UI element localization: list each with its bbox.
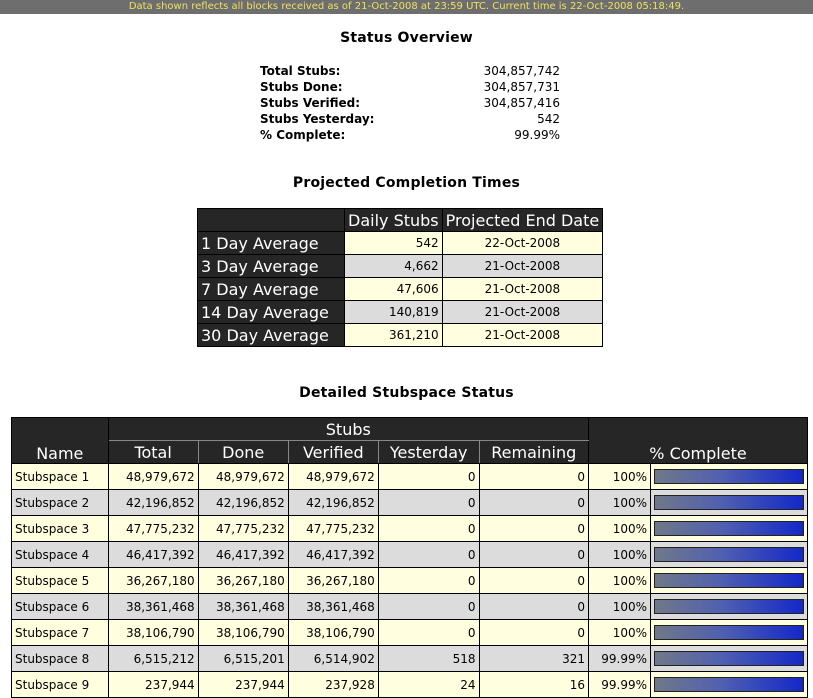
table-row bbox=[198, 324, 603, 347]
remaining-cell: 321 bbox=[479, 646, 588, 672]
table-row bbox=[198, 301, 603, 324]
done-cell: 38,106,790 bbox=[198, 620, 288, 646]
end-date-cell: 22-Oct-2008 bbox=[442, 232, 603, 255]
progress-bar bbox=[654, 599, 804, 614]
yesterday-cell: 0 bbox=[378, 490, 479, 516]
daily-stubs-cell: 140,819 bbox=[345, 301, 443, 324]
progress-bar-fill bbox=[655, 574, 803, 587]
row-label: 1 Day Average bbox=[198, 232, 345, 255]
progress-bar bbox=[654, 495, 804, 510]
progress-bar-fill bbox=[655, 652, 803, 665]
yesterday-cell: 0 bbox=[378, 516, 479, 542]
end-date-cell: 21-Oct-2008 bbox=[442, 324, 603, 347]
percent-cell: 100% bbox=[589, 516, 651, 542]
status-banner: Data shown reflects all blocks received as of 21-Oct-2008 at 23:59 UTC. Current time is 22-Oct-2008 05:18:49. bbox=[0, 0, 813, 14]
remaining-cell: 0 bbox=[479, 516, 588, 542]
done-cell: 46,417,392 bbox=[198, 542, 288, 568]
table-row bbox=[12, 464, 808, 490]
overview-value: 304,857,416 bbox=[483, 96, 560, 110]
stubspace-table-body bbox=[12, 464, 808, 698]
done-cell: 38,361,468 bbox=[198, 594, 288, 620]
header-percent-complete: % Complete bbox=[589, 418, 808, 464]
status-overview-title: Status Overview bbox=[340, 30, 473, 46]
overview-value: 99.99% bbox=[514, 128, 560, 142]
daily-stubs-cell: 361,210 bbox=[345, 324, 443, 347]
progress-bar bbox=[654, 651, 804, 666]
progress-bar bbox=[654, 625, 804, 640]
stubspace-status-table bbox=[11, 417, 808, 698]
table-row bbox=[12, 594, 808, 620]
percent-cell: 100% bbox=[589, 490, 651, 516]
percent-cell: 99.99% bbox=[589, 672, 651, 698]
remaining-cell: 16 bbox=[479, 672, 588, 698]
row-label: 3 Day Average bbox=[198, 255, 345, 278]
progress-cell bbox=[651, 594, 808, 620]
table-row bbox=[12, 672, 808, 698]
overview-value: 304,857,742 bbox=[483, 64, 560, 78]
overview-row-done bbox=[260, 79, 560, 95]
progress-cell bbox=[651, 672, 808, 698]
verified-cell: 38,106,790 bbox=[288, 620, 378, 646]
progress-bar bbox=[654, 677, 804, 692]
done-cell: 6,515,201 bbox=[198, 646, 288, 672]
progress-cell bbox=[651, 646, 808, 672]
verified-cell: 46,417,392 bbox=[288, 542, 378, 568]
projected-completion-title: Projected Completion Times bbox=[292, 175, 521, 191]
verified-cell: 6,514,902 bbox=[288, 646, 378, 672]
stubspace-name-cell: Stubspace 2 bbox=[12, 490, 109, 516]
remaining-cell: 0 bbox=[479, 620, 588, 646]
header-daily-stubs: Daily Stubs bbox=[345, 209, 443, 232]
daily-stubs-cell: 47,606 bbox=[345, 278, 443, 301]
header-stubs-group: Stubs bbox=[108, 418, 588, 441]
header-projected-end-date: Projected End Date bbox=[442, 209, 603, 232]
table-row bbox=[12, 620, 808, 646]
total-cell: 46,417,392 bbox=[108, 542, 198, 568]
yesterday-cell: 0 bbox=[378, 542, 479, 568]
progress-bar bbox=[654, 547, 804, 562]
stubspace-name-cell: Stubspace 7 bbox=[12, 620, 109, 646]
overview-row-verified bbox=[260, 95, 560, 111]
overview-label: Stubs Yesterday: bbox=[260, 112, 375, 126]
verified-cell: 237,928 bbox=[288, 672, 378, 698]
progress-bar-fill bbox=[655, 600, 803, 613]
overview-value: 304,857,731 bbox=[483, 80, 560, 94]
total-cell: 42,196,852 bbox=[108, 490, 198, 516]
stubspace-name-cell: Stubspace 1 bbox=[12, 464, 109, 490]
projected-completion-table bbox=[197, 208, 603, 347]
daily-stubs-cell: 4,662 bbox=[345, 255, 443, 278]
percent-cell: 100% bbox=[589, 620, 651, 646]
percent-cell: 100% bbox=[589, 594, 651, 620]
yesterday-cell: 518 bbox=[378, 646, 479, 672]
header-name: Name bbox=[12, 418, 109, 464]
percent-cell: 100% bbox=[589, 568, 651, 594]
progress-bar bbox=[654, 469, 804, 484]
stubspace-name-cell: Stubspace 9 bbox=[12, 672, 109, 698]
end-date-cell: 21-Oct-2008 bbox=[442, 301, 603, 324]
progress-bar-fill bbox=[655, 678, 803, 691]
done-cell: 237,944 bbox=[198, 672, 288, 698]
remaining-cell: 0 bbox=[479, 594, 588, 620]
total-cell: 38,361,468 bbox=[108, 594, 198, 620]
progress-cell bbox=[651, 568, 808, 594]
table-row bbox=[12, 490, 808, 516]
yesterday-cell: 0 bbox=[378, 594, 479, 620]
progress-bar-fill bbox=[655, 548, 803, 561]
total-cell: 38,106,790 bbox=[108, 620, 198, 646]
verified-cell: 47,775,232 bbox=[288, 516, 378, 542]
header-verified: Verified bbox=[288, 441, 378, 464]
verified-cell: 48,979,672 bbox=[288, 464, 378, 490]
stubspace-name-cell: Stubspace 6 bbox=[12, 594, 109, 620]
stubspace-name-cell: Stubspace 3 bbox=[12, 516, 109, 542]
table-row bbox=[198, 278, 603, 301]
stubspace-name-cell: Stubspace 5 bbox=[12, 568, 109, 594]
table-row bbox=[12, 542, 808, 568]
end-date-cell: 21-Oct-2008 bbox=[442, 278, 603, 301]
remaining-cell: 0 bbox=[479, 490, 588, 516]
progress-bar bbox=[654, 521, 804, 536]
header-yesterday: Yesterday bbox=[378, 441, 479, 464]
done-cell: 48,979,672 bbox=[198, 464, 288, 490]
row-label: 14 Day Average bbox=[198, 301, 345, 324]
table-row bbox=[198, 232, 603, 255]
percent-cell: 100% bbox=[589, 542, 651, 568]
percent-cell: 100% bbox=[589, 464, 651, 490]
header-empty-cell bbox=[198, 209, 345, 232]
header-done: Done bbox=[198, 441, 288, 464]
header-total: Total bbox=[108, 441, 198, 464]
progress-cell bbox=[651, 490, 808, 516]
total-cell: 6,515,212 bbox=[108, 646, 198, 672]
done-cell: 42,196,852 bbox=[198, 490, 288, 516]
overview-value: 542 bbox=[537, 112, 560, 126]
remaining-cell: 0 bbox=[479, 464, 588, 490]
progress-cell bbox=[651, 516, 808, 542]
row-label: 7 Day Average bbox=[198, 278, 345, 301]
progress-cell bbox=[651, 620, 808, 646]
progress-bar-fill bbox=[655, 522, 803, 535]
table-header-row bbox=[12, 418, 808, 441]
overview-label: Stubs Done: bbox=[260, 80, 343, 94]
overview-label: % Complete: bbox=[260, 128, 346, 142]
stubspace-name-cell: Stubspace 4 bbox=[12, 542, 109, 568]
status-overview bbox=[260, 63, 560, 143]
daily-stubs-cell: 542 bbox=[345, 232, 443, 255]
verified-cell: 42,196,852 bbox=[288, 490, 378, 516]
overview-label: Stubs Verified: bbox=[260, 96, 361, 110]
table-row bbox=[12, 516, 808, 542]
yesterday-cell: 0 bbox=[378, 464, 479, 490]
percent-cell: 99.99% bbox=[589, 646, 651, 672]
overview-label: Total Stubs: bbox=[260, 64, 341, 78]
detailed-stubspace-title: Detailed Stubspace Status bbox=[299, 385, 514, 401]
total-cell: 47,775,232 bbox=[108, 516, 198, 542]
header-remaining: Remaining bbox=[479, 441, 588, 464]
table-row bbox=[12, 568, 808, 594]
overview-row-total bbox=[260, 63, 560, 79]
progress-cell bbox=[651, 464, 808, 490]
progress-cell bbox=[651, 542, 808, 568]
total-cell: 48,979,672 bbox=[108, 464, 198, 490]
progress-bar-fill bbox=[655, 626, 803, 639]
remaining-cell: 0 bbox=[479, 568, 588, 594]
total-cell: 237,944 bbox=[108, 672, 198, 698]
done-cell: 36,267,180 bbox=[198, 568, 288, 594]
table-row bbox=[12, 646, 808, 672]
remaining-cell: 0 bbox=[479, 542, 588, 568]
overview-row-yesterday bbox=[260, 111, 560, 127]
row-label: 30 Day Average bbox=[198, 324, 345, 347]
yesterday-cell: 0 bbox=[378, 568, 479, 594]
total-cell: 36,267,180 bbox=[108, 568, 198, 594]
verified-cell: 36,267,180 bbox=[288, 568, 378, 594]
end-date-cell: 21-Oct-2008 bbox=[442, 255, 603, 278]
stubspace-name-cell: Stubspace 8 bbox=[12, 646, 109, 672]
done-cell: 47,775,232 bbox=[198, 516, 288, 542]
overview-row-complete bbox=[260, 127, 560, 143]
verified-cell: 38,361,468 bbox=[288, 594, 378, 620]
progress-bar-fill bbox=[655, 496, 803, 509]
table-header-row bbox=[198, 209, 603, 232]
yesterday-cell: 0 bbox=[378, 620, 479, 646]
progress-bar bbox=[654, 573, 804, 588]
progress-bar-fill bbox=[655, 470, 803, 483]
yesterday-cell: 24 bbox=[378, 672, 479, 698]
table-row bbox=[198, 255, 603, 278]
